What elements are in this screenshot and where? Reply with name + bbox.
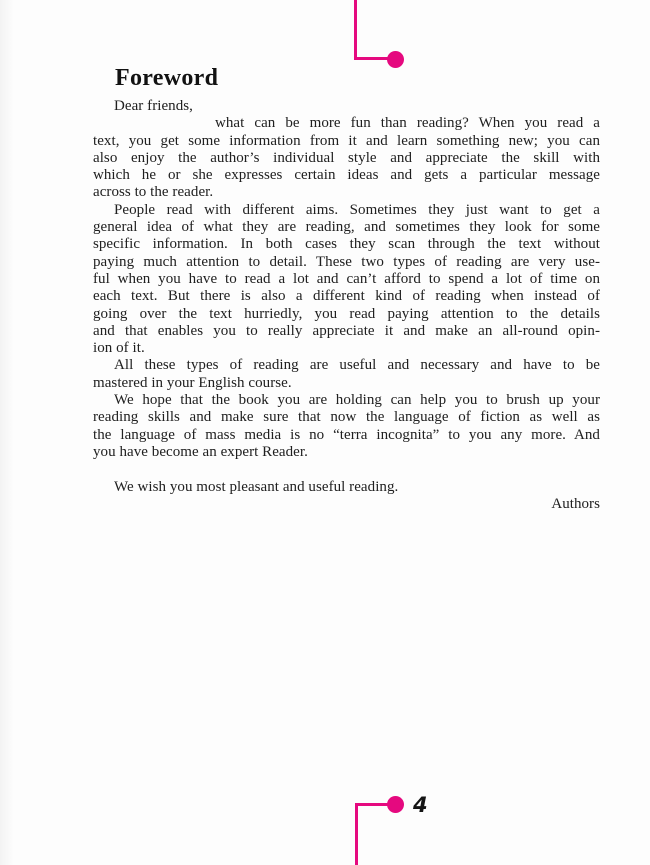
text-line: People read with different aims. Sometimes they just want to get a: [114, 201, 600, 218]
text-line: reading skills and make sure that now the language of fiction as well as: [93, 409, 600, 426]
text-line: the language of mass media is no “terra incognita” to you any more. And: [93, 426, 600, 443]
text-line: also enjoy the author’s individual style and appreciate the skill with: [93, 149, 600, 166]
text-line: paying much attention to detail. These two types of reading are very use-: [93, 253, 600, 270]
page-title: Foreword: [115, 65, 219, 91]
text-line: We hope that the book you are holding can help you to brush up your: [114, 392, 600, 409]
text-line: which he or she expresses certain ideas and gets a particular message: [93, 167, 600, 184]
text-line: ion of it.: [93, 340, 145, 357]
paragraph-hope: [93, 392, 600, 461]
text-line: mastered in your English course.: [93, 374, 292, 391]
text-line: and that enables you to really appreciate it and make an all-round opin-: [93, 322, 600, 339]
signature: Authors: [551, 495, 600, 512]
blank-line: [93, 461, 600, 478]
paragraph-reading-aims: [93, 202, 600, 358]
foreword-section: [93, 64, 600, 513]
page-number: 4: [413, 793, 428, 817]
paragraph-types-useful: [93, 357, 600, 392]
bottom-accent-vertical-line: [355, 803, 358, 865]
text-line: ful when you have to read a lot and can’t afford to spend a lot of time on: [93, 270, 600, 287]
text-line: Dear friends,: [114, 98, 193, 114]
text-line: general idea of what they are reading, and sometimes they look for some: [93, 219, 600, 236]
text-line: each text. But there is also a different kind of reading when instead of: [93, 288, 600, 305]
text-line: text, you get some information from it and learn something new; you can: [93, 132, 600, 149]
text-line: across to the reader.: [93, 184, 214, 201]
bottom-accent-dot-icon: [387, 796, 404, 813]
text-line: going over the text hurriedly, you read paying attention to the details: [93, 305, 600, 322]
text-line: All these types of reading are useful and necessary and have to be: [114, 357, 600, 374]
text-line: We wish you most pleasant and useful reading.: [114, 478, 399, 495]
text-line: specific information. In both cases they scan through the text without: [93, 236, 600, 253]
text-line: what can be more fun than reading? When you read a: [215, 115, 600, 132]
top-accent-vertical-line: [354, 0, 357, 60]
paragraph-salutation: [93, 98, 600, 202]
text-line: you have become an expert Reader.: [93, 443, 308, 460]
paragraph-wish: [93, 479, 600, 496]
